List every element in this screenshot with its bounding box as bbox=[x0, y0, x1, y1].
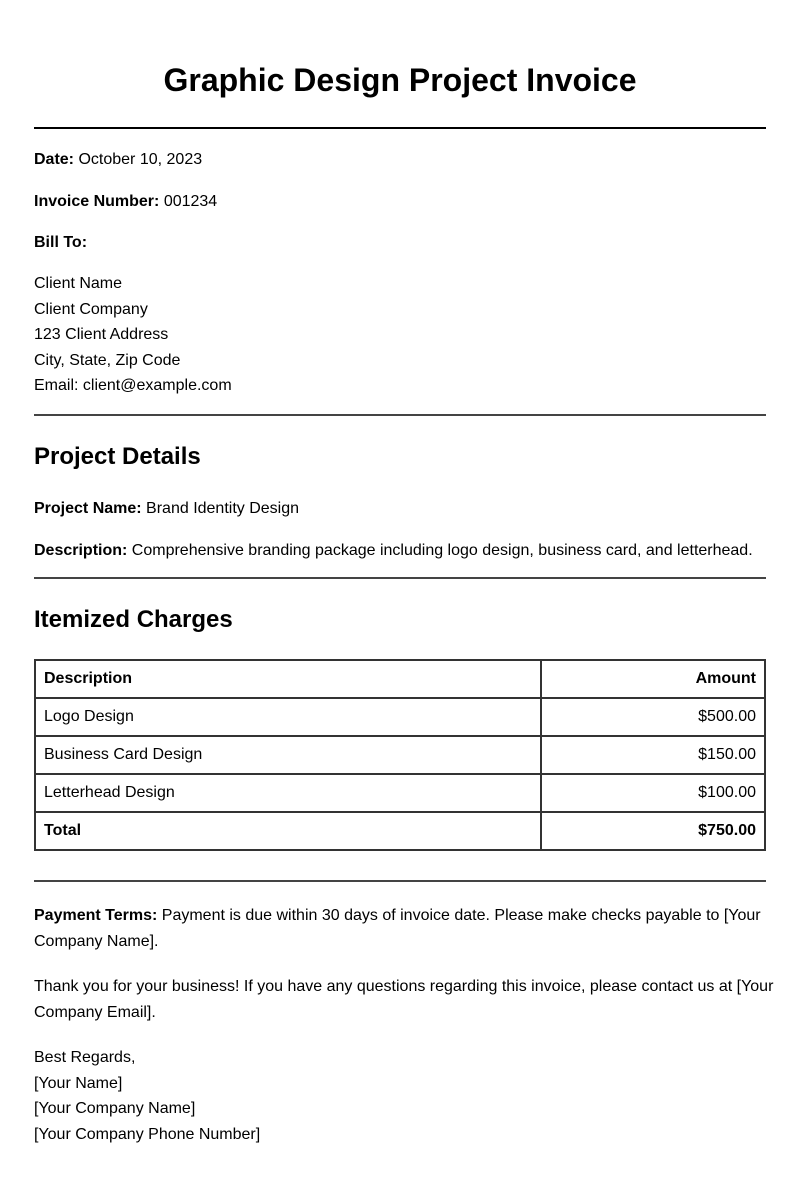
project-description-label: Description: bbox=[34, 542, 128, 559]
invoice-number-label: Invoice Number: bbox=[34, 193, 160, 210]
table-row bbox=[35, 774, 765, 812]
project-name-label: Project Name: bbox=[34, 500, 142, 517]
project-description bbox=[34, 541, 753, 561]
total-label: Total bbox=[35, 812, 541, 850]
item-description: Business Card Design bbox=[35, 736, 541, 774]
item-amount: $150.00 bbox=[541, 736, 765, 774]
itemized-charges-heading: Itemized Charges bbox=[34, 606, 233, 633]
total-row bbox=[35, 812, 765, 850]
table-row bbox=[35, 698, 765, 736]
charges-table bbox=[34, 659, 766, 851]
invoice-date bbox=[34, 150, 202, 170]
payment-terms bbox=[34, 903, 774, 954]
invoice-number-value: 001234 bbox=[163, 193, 218, 210]
client-city: City, State, Zip Code bbox=[34, 352, 181, 369]
invoice-number bbox=[34, 192, 217, 212]
client-email: Email: client@example.com bbox=[34, 377, 232, 394]
total-amount: $750.00 bbox=[541, 812, 765, 850]
column-header-amount: Amount bbox=[541, 660, 765, 698]
payment-terms-text: Payment is due within 30 days of invoice date. Please make checks payable to [Your Company Name]. bbox=[34, 907, 761, 950]
date-label: Date: bbox=[34, 151, 75, 168]
project-name bbox=[34, 499, 299, 519]
column-header-description: Description bbox=[35, 660, 541, 698]
date-value: October 10, 2023 bbox=[78, 151, 203, 168]
thank-you-note: Thank you for your business! If you have any questions regarding this invoice, please contact us at [Your Company Email]. bbox=[34, 978, 774, 1021]
item-description: Letterhead Design bbox=[35, 774, 541, 812]
table-header-row bbox=[35, 660, 765, 698]
client-company: Client Company bbox=[34, 301, 148, 318]
divider bbox=[34, 577, 766, 579]
divider bbox=[34, 880, 766, 882]
bill-to-heading: Bill To: bbox=[34, 234, 88, 251]
signature-company: [Your Company Name] bbox=[34, 1100, 196, 1117]
divider bbox=[34, 414, 766, 416]
bill-to-label bbox=[34, 233, 87, 253]
signature-name: [Your Name] bbox=[34, 1075, 123, 1092]
item-amount: $500.00 bbox=[541, 698, 765, 736]
item-amount: $100.00 bbox=[541, 774, 765, 812]
project-name-value: Brand Identity Design bbox=[146, 500, 300, 517]
project-details-heading: Project Details bbox=[34, 443, 201, 470]
client-address: 123 Client Address bbox=[34, 326, 169, 343]
signature-phone: [Your Company Phone Number] bbox=[34, 1126, 261, 1143]
table-row bbox=[35, 736, 765, 774]
project-description-value: Comprehensive branding package including logo design, business card, and letterhead. bbox=[131, 542, 753, 559]
client-name: Client Name bbox=[34, 275, 123, 292]
divider bbox=[34, 127, 766, 129]
payment-terms-label: Payment Terms: bbox=[34, 907, 158, 924]
page-title: Graphic Design Project Invoice bbox=[163, 62, 637, 98]
closing-regards: Best Regards, bbox=[34, 1049, 136, 1066]
item-description: Logo Design bbox=[35, 698, 541, 736]
